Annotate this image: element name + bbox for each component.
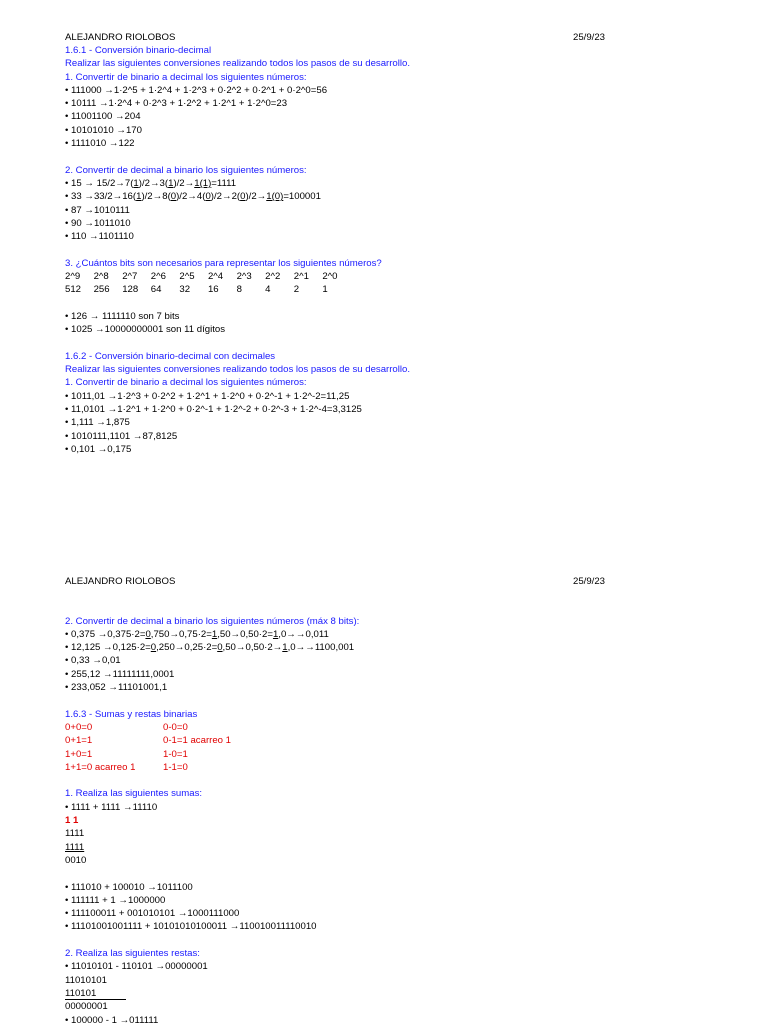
question-heading: 2. Realiza las siguientes restas: bbox=[65, 948, 200, 960]
rule: 0+1=1 bbox=[65, 735, 93, 747]
list-item: • 10111 →1·2^4 + 0·2^3 + 1·2^2 + 1·2^1 + 1·2^0=23 bbox=[65, 98, 288, 110]
list-item: • 1025 →10000000001 son 11 dígitos bbox=[65, 324, 226, 336]
binary-rules bbox=[65, 721, 605, 774]
list-item: • 1111 + 1111 →11110 bbox=[65, 801, 158, 813]
page-header bbox=[65, 575, 605, 588]
powers-row: 2^9 2^8 2^7 2^6 2^5 2^4 2^3 2^2 2^1 2^0 bbox=[65, 271, 338, 283]
list-item: • 126 → 1111110 son 7 bits bbox=[65, 310, 180, 322]
rule: 1+1=0 acarreo 1 bbox=[65, 761, 136, 773]
subtraction-rules bbox=[163, 721, 231, 774]
list-item: • 87 →1010111 bbox=[65, 204, 130, 216]
list-item: • 33 →33/2→16(1)/2→8(0)/2→4(0)/2→2(0)/2→1(0)=100001 bbox=[65, 191, 321, 203]
question-heading: 2. Convertir de decimal a binario los siguientes números (máx 8 bits): bbox=[65, 615, 360, 627]
section-intro: Realizar las siguientes conversiones realizando todos los pasos de su desarrollo. bbox=[65, 364, 411, 376]
list-item: • 110 →1101110 bbox=[65, 231, 134, 243]
list-item: • 11001100 →204 bbox=[65, 111, 141, 123]
section-title: 1.6.1 - Conversión binario-decimal bbox=[65, 45, 212, 56]
rule: 0-1=1 acarreo 1 bbox=[163, 735, 231, 747]
question-heading: 1. Realiza las siguientes sumas: bbox=[65, 788, 203, 800]
list-item: • 12,125 →0,125·2=0,250→0,25·2=0,50→0,50·2→1,0→→1100,001 bbox=[65, 642, 355, 654]
operand: 1111 bbox=[65, 828, 85, 840]
result: 00000001 bbox=[65, 1001, 108, 1013]
question-heading: 1. Convertir de binario a decimal los siguientes números: bbox=[65, 377, 307, 389]
list-item: • 1111010 →122 bbox=[65, 138, 135, 150]
header-date: 25/9/23 bbox=[572, 576, 605, 587]
rule: 1+0=1 bbox=[65, 748, 93, 760]
power-values-row: 512 256 128 64 32 16 8 4 2 1 bbox=[65, 284, 328, 296]
question-heading: 3. ¿Cuántos bits son necesarios para representar los siguientes números? bbox=[65, 257, 382, 269]
list-item: • 11101001001111 + 10101010100011 →110010011110010 bbox=[65, 921, 317, 933]
list-item: • 11010101 - 110101 →00000001 bbox=[65, 961, 208, 973]
rule: 0+0=0 bbox=[65, 721, 93, 733]
author-name: ALEJANDRO RIOLOBOS bbox=[65, 32, 176, 43]
rule: 1-0=1 bbox=[163, 748, 188, 760]
carry-row: 1 1 bbox=[65, 815, 79, 827]
question-heading: 2. Convertir de decimal a binario los siguientes números: bbox=[65, 164, 307, 176]
section-title: 1.6.2 - Conversión binario-decimal con decimales bbox=[65, 350, 276, 362]
list-item: • 15 → 15/2→7(1)/2→3(1)/2→1(1)=1111 bbox=[65, 177, 237, 189]
operand: 11010101 bbox=[65, 974, 107, 986]
list-item: • 1,111 →1,875 bbox=[65, 417, 130, 429]
list-item: • 111000 →1·2^5 + 1·2^4 + 1·2^3 + 0·2^2 + 0·2^1 + 0·2^0=56 bbox=[65, 84, 328, 96]
operand: 110101 bbox=[65, 987, 605, 1000]
list-item: • 0,375 →0,375·2=0,750→0,75·2=1,50→0,50·2=1,0→→0,011 bbox=[65, 628, 329, 640]
rule: 1-1=0 bbox=[163, 761, 188, 773]
list-item: • 255,12 →11111111,0001 bbox=[65, 668, 175, 680]
list-item: • 111100011 + 001010101 →1000111000 bbox=[65, 908, 240, 920]
section-intro: Realizar las siguientes conversiones realizando todos los pasos de su desarrollo. bbox=[65, 58, 411, 70]
page-1 bbox=[65, 31, 605, 456]
list-item: • 1011,01 →1·2^3 + 0·2^2 + 1·2^1 + 1·2^0 + 0·2^-1 + 1·2^-2=11,25 bbox=[65, 390, 350, 402]
author-name: ALEJANDRO RIOLOBOS bbox=[65, 576, 176, 587]
list-item: • 10101010 →170 bbox=[65, 124, 142, 136]
list-item: • 0,101 →0,175 bbox=[65, 443, 132, 455]
operand: 1111 bbox=[65, 841, 85, 853]
list-item: • 1010111,1101 →87,8125 bbox=[65, 430, 178, 442]
page-2 bbox=[65, 575, 605, 1027]
list-item: • 111111 + 1 →1000000 bbox=[65, 894, 166, 906]
list-item: • 90 →1011010 bbox=[65, 217, 131, 229]
result: 0010 bbox=[65, 854, 87, 866]
addition-rules bbox=[65, 721, 163, 774]
page-header bbox=[65, 31, 605, 44]
list-item: • 111010 + 100010 →1011100 bbox=[65, 881, 193, 893]
header-date: 25/9/23 bbox=[572, 32, 605, 43]
list-item: • 233,052 →11101001,1 bbox=[65, 682, 168, 694]
rule: 0-0=0 bbox=[163, 721, 188, 733]
list-item: • 11,0101 →1·2^1 + 1·2^0 + 0·2^-1 + 1·2^-2 + 0·2^-3 + 1·2^-4=3,3125 bbox=[65, 404, 362, 416]
list-item: • 100000 - 1 →011111 bbox=[65, 1014, 159, 1026]
question-heading: 1. Convertir de binario a decimal los siguientes números: bbox=[65, 71, 307, 83]
list-item: • 0,33 →0,01 bbox=[65, 655, 121, 667]
section-title: 1.6.3 - Sumas y restas binarias bbox=[65, 708, 198, 720]
